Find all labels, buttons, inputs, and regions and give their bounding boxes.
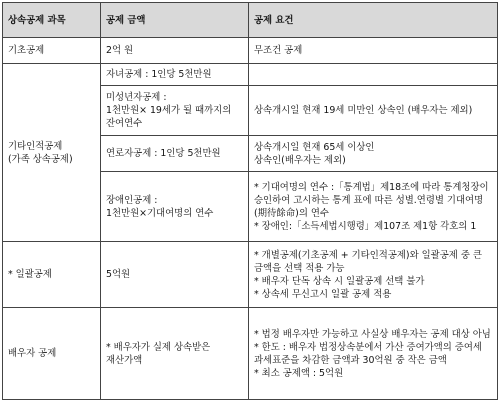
header-condition: 공제 요건 [249,3,498,38]
basic-item: 기초공제 [3,38,101,64]
disabled-amount-line: 장애인공제 : [106,194,158,206]
spouse-amount: * 배우자가 실제 상속받은 재산가액 [101,308,249,400]
lump-sum-condition-line: * 상속세 무신고시 일괄 공제 적용 [254,288,392,300]
basic-amount: 2억 원 [101,38,249,64]
elderly-condition-line: 상속개시일 현재 65세 이상인 [254,141,375,153]
lump-sum-condition [249,242,498,308]
row-lump-sum [3,242,498,308]
other-deduction-item [3,64,101,242]
child-condition [249,64,498,86]
elderly-condition [249,136,498,172]
minor-amount-line: 미성년자공제 : [106,92,167,103]
minor-condition: 상속개시일 현재 19세 미만인 상속인 (배우자는 제외) [249,86,498,136]
disabled-amount [101,172,249,242]
disabled-condition-line: * 기대여명의 연수 :「통계법」제18조에 따라 통계청장이 승인하여 고시하는 통계 표에 따른 성별.연령별 기대여명(期待餘命)의 연수 [254,181,489,219]
other-deduction-subtitle: (가족 상속공제) [8,153,73,165]
lump-sum-condition-line: * 개별공제(기초공제 + 기타인적공제)와 일괄공제 중 큰 금액을 선택 적용 가능 [254,249,482,274]
spouse-item: 배우자 공제 [3,308,101,400]
spouse-condition [249,308,498,400]
header-item: 상속공제 과목 [3,3,101,38]
elderly-amount: 연로자공제 : 1인당 5천만원 [101,136,249,172]
minor-amount-line: 1천만원× 19세가 될 때까지의 [106,105,232,116]
other-deduction-title: 기타인적공제 [8,140,63,152]
header-amount: 공제 금액 [101,3,249,38]
inheritance-deduction-table [2,2,498,400]
minor-amount-line: 잔여연수 [106,118,143,129]
minor-amount [101,86,249,136]
row-basic [3,38,498,64]
child-amount: 자녀공제 : 1인당 5천만원 [101,64,249,86]
lump-sum-item: * 일괄공제 [3,242,101,308]
spouse-condition-line: * 최소 공제액 : 5억원 [254,367,344,379]
disabled-amount-line: 1천만원×기대여명의 연수 [106,207,214,219]
disabled-condition-line: * 장애인:「소득세법시행령」제107조 제1항 각호의 1 [254,220,477,232]
spouse-condition-line: * 한도 : 배우자 법정상속분에서 가산 증여가액의 증여세 과세표준을 차감한 금액과 30억원 중 작은 금액 [254,341,482,366]
lump-sum-condition-line: * 배우자 단독 상속 시 일괄공제 선택 불가 [254,275,425,287]
spouse-condition-line: * 법정 배우자만 가능하고 사실상 배우자는 공제 대상 아님 [254,328,491,340]
disabled-condition [249,172,498,242]
header-row [3,3,498,38]
row-spouse [3,308,498,400]
basic-condition: 무조건 공제 [249,38,498,64]
lump-sum-amount: 5억원 [101,242,249,308]
elderly-condition-line: 상속인(배우자는 제외) [254,154,346,166]
row-child [3,64,498,86]
